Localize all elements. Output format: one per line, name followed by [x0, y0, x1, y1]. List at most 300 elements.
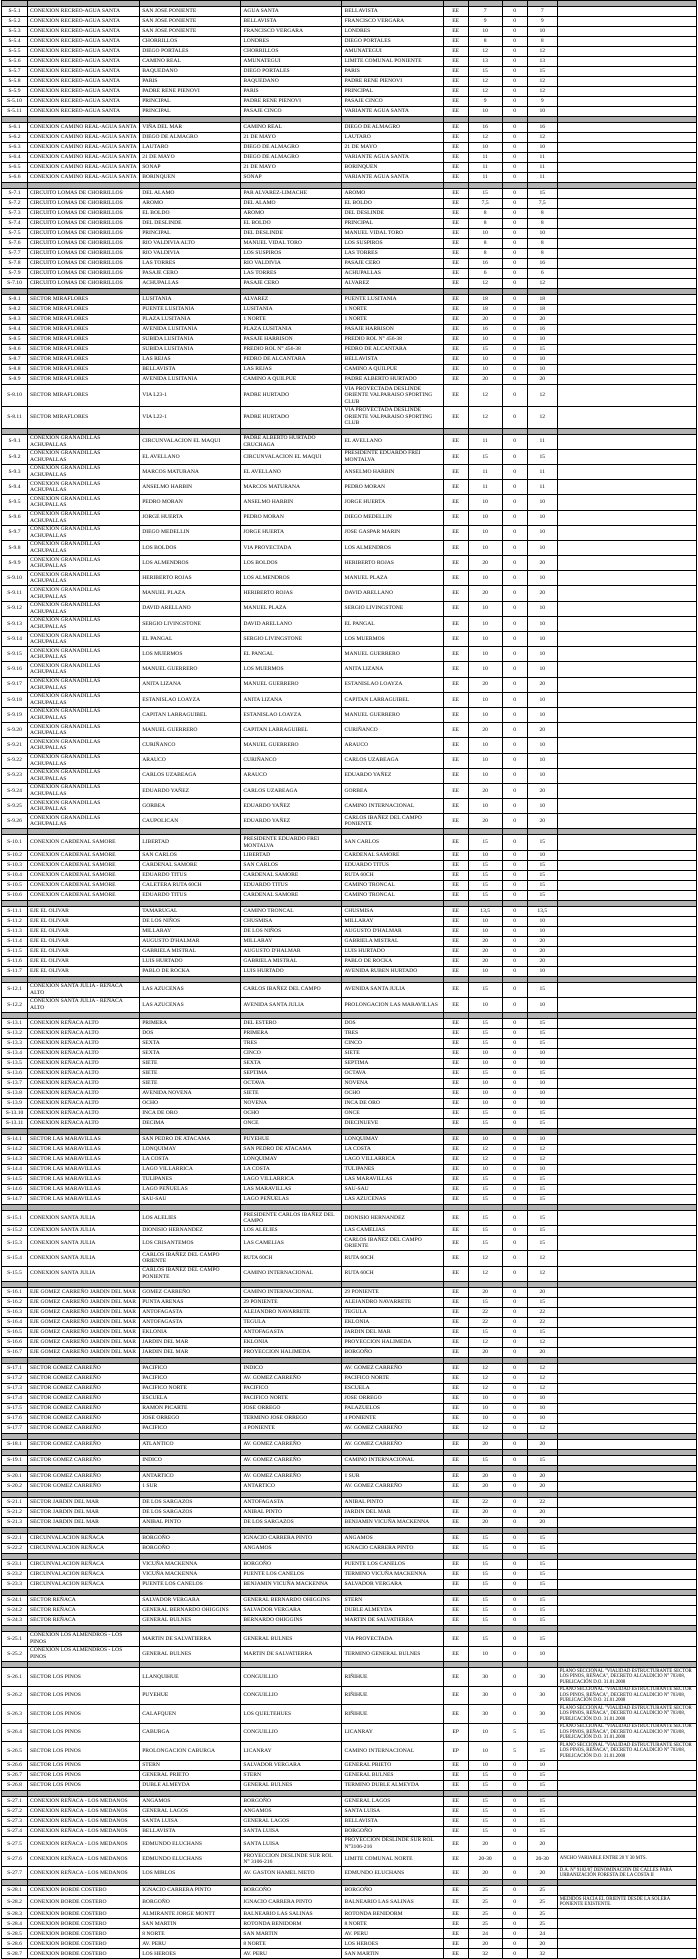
cell-type: EE — [443, 510, 468, 525]
cell-to: PREDIO ROL N° 456-38 — [342, 335, 443, 345]
cell-section: CIRCUITO LOMAS DE CHORRILLOS — [28, 199, 140, 209]
table-row — [2, 936, 697, 946]
cell-width-widening: 0 — [502, 677, 527, 692]
cell-id: S-28.7 — [2, 1949, 28, 1959]
cell-width-total: 15 — [527, 1533, 557, 1543]
cell-width-total: 20 — [527, 936, 557, 946]
cell-notes — [557, 1135, 696, 1145]
cell-width-existing: 15 — [468, 189, 502, 199]
cell-to: DIEGO DE ALMAGRO — [342, 123, 443, 133]
cell-id: S-6.3 — [2, 143, 28, 153]
cell-id: S-9.14 — [2, 632, 28, 647]
cell-notes — [557, 1297, 696, 1307]
cell-street: ESTANISLAO LOAYZA — [140, 692, 241, 707]
cell-to: 1 SUR — [342, 1471, 443, 1481]
cell-type: EE — [443, 1226, 468, 1236]
cell-notes — [557, 1039, 696, 1049]
cell-type: EE — [443, 153, 468, 163]
cell-notes — [557, 1826, 696, 1836]
cell-section: CONEXION BORDE COSTERO — [28, 1949, 140, 1959]
cell-id: S-7.4 — [2, 219, 28, 229]
cell-to: SALVADOR VERGARA — [342, 1579, 443, 1589]
cell-type: EE — [443, 1852, 468, 1867]
table-row — [2, 480, 697, 495]
cell-section: CONEXION GRANADILLAS ACHUPALLAS — [28, 449, 140, 464]
cell-width-existing: 10 — [468, 1742, 502, 1761]
cell-width-widening: 0 — [502, 799, 527, 814]
cell-notes — [557, 1145, 696, 1155]
cell-width-widening: 0 — [502, 67, 527, 77]
cell-notes — [557, 1949, 696, 1959]
cell-width-widening: 0 — [502, 768, 527, 783]
cell-width-widening: 0 — [502, 1949, 527, 1959]
cell-street: MARCOS MATURANA — [140, 464, 241, 479]
cell-type: EE — [443, 1236, 468, 1251]
cell-width-existing: 10 — [468, 616, 502, 631]
table-row — [2, 1049, 697, 1059]
table-row — [2, 860, 697, 870]
cell-to: IGNACIO CARRERA PINTO — [342, 1543, 443, 1553]
table-row — [2, 1705, 697, 1724]
cell-section: CONEXION CAMINO REAL-AGUA SANTA — [28, 153, 140, 163]
cell-section: EJE EL OLIVAR — [28, 926, 140, 936]
cell-type: EE — [443, 1175, 468, 1185]
table-row — [2, 123, 697, 133]
cell-street: DOS — [140, 1029, 241, 1039]
cell-id: S-11.3 — [2, 926, 28, 936]
cell-from: ANTOFAGASTA — [241, 1497, 342, 1507]
cell-width-total: 7 — [527, 7, 557, 17]
table-row — [2, 799, 697, 814]
cell-section: CONEXION BORDE COSTERO — [28, 1886, 140, 1896]
cell-to: ANSELMO HARBIN — [342, 464, 443, 479]
cell-id: S-9.11 — [2, 586, 28, 601]
cell-section: SECTOR MIRAFLORES — [28, 365, 140, 375]
table-row — [2, 1423, 697, 1433]
cell-section: CONEXION GRANADILLAS ACHUPALLAS — [28, 540, 140, 555]
cell-to: RUTA 60CH — [342, 1251, 443, 1266]
cell-id: S-9.12 — [2, 601, 28, 616]
cell-width-total: 16 — [527, 259, 557, 269]
cell-from: DE LOS SARGAZOS — [241, 1517, 342, 1527]
cell-from: PUENTE LOS CANELOS — [241, 1569, 342, 1579]
cell-section: EJE GOMEZ CARREÑO JARDIN DEL MAR — [28, 1337, 140, 1347]
table-row — [2, 738, 697, 753]
table-row — [2, 1403, 697, 1413]
cell-width-total: 15 — [527, 890, 557, 900]
cell-street: EL AVELLANO — [140, 449, 241, 464]
cell-section: SECTOR GOMEZ CARREÑO — [28, 1383, 140, 1393]
cell-type: EE — [443, 57, 468, 67]
cell-from: ALVAREZ — [241, 295, 342, 305]
cell-id: S-12.2 — [2, 997, 28, 1012]
cell-width-existing: 10 — [468, 571, 502, 586]
cell-width-existing: 10 — [468, 540, 502, 555]
cell-from: LONQUIMAY — [241, 1155, 342, 1165]
cell-notes — [557, 325, 696, 335]
cell-notes — [557, 1579, 696, 1589]
cell-width-widening: 0 — [502, 1236, 527, 1251]
cell-street: SAN JOSE PONIENTE — [140, 27, 241, 37]
cell-notes — [557, 1185, 696, 1195]
cell-width-existing: 15 — [468, 1236, 502, 1251]
cell-notes — [557, 295, 696, 305]
table-row — [2, 17, 697, 27]
table-row — [2, 906, 697, 916]
cell-id: S-13.8 — [2, 1089, 28, 1099]
cell-street: BORGOÑO — [140, 1896, 241, 1909]
cell-from: PASAJE HARRISON — [241, 335, 342, 345]
cell-to: RUTA 60CH — [342, 1266, 443, 1281]
cell-street: SALVADOR VERGARA — [140, 1595, 241, 1605]
cell-id: S-10.2 — [2, 850, 28, 860]
cell-width-existing: 12 — [468, 87, 502, 97]
table-row — [2, 1165, 697, 1175]
cell-section: CONEXION RECREO-AGUA SANTA — [28, 97, 140, 107]
cell-to: VARIANTE AGUA SANTA — [342, 107, 443, 117]
cell-street: GORBEA — [140, 799, 241, 814]
cell-id: S-26.5 — [2, 1742, 28, 1761]
cell-section: SECTOR REÑACA — [28, 1615, 140, 1625]
cell-from: LAS CAMELIAS — [241, 1236, 342, 1251]
cell-type: EE — [443, 571, 468, 586]
cell-from: PACIFICO — [241, 1383, 342, 1393]
cell-width-widening: 0 — [502, 1109, 527, 1119]
cell-type: EE — [443, 123, 468, 133]
cell-notes — [557, 249, 696, 259]
table-row — [2, 87, 697, 97]
cell-type: EE — [443, 259, 468, 269]
cell-section: CONEXION REÑACA ALTO — [28, 1029, 140, 1039]
cell-id: S-15.3 — [2, 1236, 28, 1251]
cell-width-widening: 0 — [502, 1569, 527, 1579]
cell-from: MILLARAY — [241, 936, 342, 946]
cell-width-existing: 10 — [468, 1646, 502, 1661]
cell-from: TRES — [241, 1039, 342, 1049]
cell-from: CAMINO INTERNACIONAL — [241, 1266, 342, 1281]
cell-from: DEL DESLINDE — [241, 229, 342, 239]
cell-id: S-7.2 — [2, 199, 28, 209]
cell-notes — [557, 143, 696, 153]
cell-id: S-13.3 — [2, 1039, 28, 1049]
cell-type: EE — [443, 916, 468, 926]
cell-to: JARDIN DEL MAR — [342, 1327, 443, 1337]
cell-width-total: 15 — [527, 1109, 557, 1119]
cell-notes — [557, 1886, 696, 1896]
cell-section: CONEXION REÑACA ALTO — [28, 1109, 140, 1119]
table-row — [2, 946, 697, 956]
cell-section: EJE GOMEZ CARREÑO JARDIN DEL MAR — [28, 1297, 140, 1307]
cell-id: S-9.23 — [2, 768, 28, 783]
cell-to: LAUTARO — [342, 133, 443, 143]
cell-street: LOS CRISANTEMOS — [140, 1236, 241, 1251]
cell-width-total: 25 — [527, 1909, 557, 1919]
cell-id: S-6.2 — [2, 133, 28, 143]
table-row — [2, 1317, 697, 1327]
cell-width-widening: 0 — [502, 1816, 527, 1826]
cell-width-total: 10 — [527, 1135, 557, 1145]
cell-width-widening: 0 — [502, 27, 527, 37]
cell-type: EE — [443, 906, 468, 916]
table-row — [2, 723, 697, 738]
cell-section: CONEXION GRANADILLAS ACHUPALLAS — [28, 753, 140, 768]
table-row — [2, 1497, 697, 1507]
cell-width-widening: 0 — [502, 1455, 527, 1465]
cell-width-widening: 0 — [502, 495, 527, 510]
cell-to: TEGULA — [342, 1307, 443, 1317]
cell-type: EE — [443, 1195, 468, 1205]
cell-from: CAMINO REAL — [241, 123, 342, 133]
cell-to: LIMITE COMUNAL PONIENTE — [342, 57, 443, 67]
cell-to: AV. GOMEZ CARREÑO — [342, 1423, 443, 1433]
cell-section: SECTOR GOMEZ CARREÑO — [28, 1471, 140, 1481]
cell-width-widening: 0 — [502, 7, 527, 17]
table-row — [2, 1109, 697, 1119]
cell-width-widening: 0 — [502, 464, 527, 479]
cell-type: EE — [443, 799, 468, 814]
cell-id: S-17.2 — [2, 1373, 28, 1383]
cell-type: EE — [443, 525, 468, 540]
cell-type: EE — [443, 1646, 468, 1661]
cell-to: SERGIO LIVINGSTONE — [342, 601, 443, 616]
cell-street: ANITA LIZANA — [140, 677, 241, 692]
cell-width-total: 8 — [527, 219, 557, 229]
cell-type: EE — [443, 1836, 468, 1851]
cell-from: SAN MARTIN — [241, 1929, 342, 1939]
cell-width-widening: 0 — [502, 997, 527, 1012]
cell-width-widening: 0 — [502, 1939, 527, 1949]
cell-from: MANUEL PLAZA — [241, 601, 342, 616]
cell-street: PEDRO MORAN — [140, 495, 241, 510]
cell-notes — [557, 1029, 696, 1039]
cell-width-total: 10 — [527, 1413, 557, 1423]
cell-type: EE — [443, 1403, 468, 1413]
cell-notes — [557, 1646, 696, 1661]
cell-to: LICANRAY — [342, 1723, 443, 1742]
cell-to: EKLONIA — [342, 1317, 443, 1327]
cell-width-widening: 5 — [502, 1742, 527, 1761]
cell-to: TERMINO GENERAL BULNES — [342, 1646, 443, 1661]
cell-notes — [557, 87, 696, 97]
cell-width-existing: 10 — [468, 107, 502, 117]
cell-id: S-27.6 — [2, 1852, 28, 1867]
cell-width-widening: 0 — [502, 1266, 527, 1281]
cell-section: CONEXION RECREO-AGUA SANTA — [28, 67, 140, 77]
table-row — [2, 1089, 697, 1099]
table-row — [2, 464, 697, 479]
cell-to: CARLOS UZABEAGA — [342, 753, 443, 768]
cell-street: PRINCIPAL — [140, 229, 241, 239]
cell-id: S-16.1 — [2, 1287, 28, 1297]
cell-from: GENERAL BULNES — [241, 1631, 342, 1646]
table-row — [2, 199, 697, 209]
cell-type: EE — [443, 1155, 468, 1165]
cell-type: EE — [443, 67, 468, 77]
cell-width-total: 10 — [527, 647, 557, 662]
cell-width-total: 20 — [527, 1471, 557, 1481]
cell-width-total: 15 — [527, 1175, 557, 1185]
table-row — [2, 966, 697, 976]
cell-width-existing: 10 — [468, 525, 502, 540]
cell-street: SONAP — [140, 163, 241, 173]
cell-street: LIBERTAD — [140, 835, 241, 850]
cell-type: EE — [443, 1337, 468, 1347]
cell-section: CONEXION CARDENAL SAMORE — [28, 890, 140, 900]
cell-section: EJE EL OLIVAR — [28, 956, 140, 966]
cell-notes — [557, 1615, 696, 1625]
table-row — [2, 229, 697, 239]
cell-from: DEL ALAMO — [241, 199, 342, 209]
cell-width-widening: 0 — [502, 1559, 527, 1569]
table-row — [2, 269, 697, 279]
cell-notes — [557, 768, 696, 783]
cell-type: EE — [443, 1165, 468, 1175]
cell-width-widening: 0 — [502, 1383, 527, 1393]
cell-from: NOVENA — [241, 1099, 342, 1109]
cell-to: EDMUNDO ELUCHANS — [342, 1867, 443, 1880]
cell-to: DEL DESLINDE — [342, 209, 443, 219]
cell-type: EE — [443, 890, 468, 900]
cell-notes — [557, 1796, 696, 1806]
cell-section: CONEXION REÑACA - LOS MEDANOS — [28, 1836, 140, 1851]
cell-width-existing: 15 — [468, 1543, 502, 1553]
cell-from: PADRE HURTADO — [241, 385, 342, 407]
cell-width-widening: 0 — [502, 525, 527, 540]
cell-to: LAS MARAVILLAS — [342, 1175, 443, 1185]
cell-width-total: 10 — [527, 229, 557, 239]
cell-from: SIETE — [241, 1089, 342, 1099]
cell-width-total: 10 — [527, 335, 557, 345]
cell-street: CARLOS UZABEAGA — [140, 768, 241, 783]
cell-street: LOS ALMENDROS — [140, 556, 241, 571]
cell-to: ANIBAL PINTO — [342, 1497, 443, 1507]
cell-section: CONEXION CAMINO REAL-AGUA SANTA — [28, 123, 140, 133]
cell-section: CONEXION RECREO-AGUA SANTA — [28, 77, 140, 87]
cell-width-total: 20 — [527, 1481, 557, 1491]
cell-width-existing: 30 — [468, 1705, 502, 1724]
cell-id: S-12.1 — [2, 982, 28, 997]
cell-from: BENJAMIN VICUÑA MACKENNA — [241, 1579, 342, 1589]
cell-section: CIRCUITO LOMAS DE CHORRILLOS — [28, 279, 140, 289]
cell-from: PADRE HURTADO — [241, 406, 342, 428]
cell-id: S-15.5 — [2, 1266, 28, 1281]
cell-width-existing: 20 — [468, 1481, 502, 1491]
cell-notes — [557, 601, 696, 616]
table-row — [2, 449, 697, 464]
cell-width-total: 10 — [527, 753, 557, 768]
cell-from: ANSELMO HARBIN — [241, 495, 342, 510]
table-row — [2, 1569, 697, 1579]
cell-to: 21 DE MAYO — [342, 143, 443, 153]
cell-from: EDUARDO TITUS — [241, 880, 342, 890]
cell-width-total: 9 — [527, 17, 557, 27]
cell-notes — [557, 1099, 696, 1109]
cell-from: LOS ALMENDROS — [241, 571, 342, 586]
cell-from: EL BOLDO — [241, 219, 342, 229]
cell-width-total: 10 — [527, 707, 557, 722]
cell-width-total: 15 — [527, 1723, 557, 1742]
cell-notes — [557, 692, 696, 707]
cell-id: S-23.1 — [2, 1559, 28, 1569]
cell-width-widening: 0 — [502, 1327, 527, 1337]
cell-type: EE — [443, 1796, 468, 1806]
road-segments-table — [1, 0, 697, 1959]
cell-width-total: 15 — [527, 1605, 557, 1615]
table-row — [2, 1646, 697, 1661]
cell-id: S-16.7 — [2, 1347, 28, 1357]
cell-type: EE — [443, 1079, 468, 1089]
cell-type: EE — [443, 189, 468, 199]
cell-from: OCTAVA — [241, 1079, 342, 1089]
cell-from: PROYECCION HALIMEDA — [241, 1347, 342, 1357]
cell-width-widening: 0 — [502, 540, 527, 555]
cell-section: SECTOR LOS PINOS — [28, 1760, 140, 1770]
cell-from: SALVADOR VERGARA — [241, 1605, 342, 1615]
table-row — [2, 1373, 697, 1383]
cell-width-existing: 10 — [468, 753, 502, 768]
cell-section: CONEXION GRANADILLAS ACHUPALLAS — [28, 556, 140, 571]
cell-width-widening: 0 — [502, 753, 527, 768]
cell-width-existing: 15 — [468, 1826, 502, 1836]
cell-width-widening: 0 — [502, 406, 527, 428]
cell-to: JARDIN DEL MAR — [342, 1507, 443, 1517]
cell-to: CAPITAN LARRAGUIBEL — [342, 692, 443, 707]
cell-street: LAS AZUCENAS — [140, 982, 241, 997]
cell-type: EE — [443, 1373, 468, 1383]
cell-width-existing: 15 — [468, 1211, 502, 1226]
cell-street: VIA L23-1 — [140, 385, 241, 407]
cell-street: CABURGA — [140, 1723, 241, 1742]
cell-section: SECTOR GOMEZ CARREÑO — [28, 1439, 140, 1449]
cell-width-existing: 10 — [468, 1413, 502, 1423]
cell-width-total: 11 — [527, 480, 557, 495]
cell-width-widening: 0 — [502, 1363, 527, 1373]
cell-type: EE — [443, 1019, 468, 1029]
cell-street: LOS MIRLOS — [140, 1867, 241, 1880]
cell-from: SALVADOR VERGARA — [241, 1760, 342, 1770]
cell-street: AUGUSTO D'HALMAR — [140, 936, 241, 946]
cell-section: SECTOR MIRAFLORES — [28, 355, 140, 365]
table-row — [2, 1337, 697, 1347]
cell-to: PROYECCION DESLINDE SUR ROL N°3106-216 — [342, 1836, 443, 1851]
cell-type: EE — [443, 279, 468, 289]
cell-width-total: 20 — [527, 1347, 557, 1357]
cell-id: S-13.1 — [2, 1019, 28, 1029]
cell-width-widening: 0 — [502, 1886, 527, 1896]
cell-width-widening: 0 — [502, 1836, 527, 1851]
cell-width-widening: 0 — [502, 209, 527, 219]
cell-notes — [557, 982, 696, 997]
table-row — [2, 325, 697, 335]
cell-notes — [557, 1816, 696, 1826]
cell-width-widening: 0 — [502, 229, 527, 239]
cell-street: GENERAL BULNES — [140, 1615, 241, 1625]
cell-width-existing: 12 — [468, 406, 502, 428]
cell-notes: PLANO SECCIONAL "VIALIDAD ESTRUCTURANTE SECTOR LOS PINOS, REÑACA", DECRETO ALCALDICIO N° 703/08, PUBLICACIÓN D.O. 31.01.2008 — [557, 1668, 696, 1687]
cell-from: CURIÑANCO — [241, 753, 342, 768]
cell-to: DIEGO PORTALES — [342, 37, 443, 47]
cell-notes — [557, 1317, 696, 1327]
cell-section: CONEXION BORDE COSTERO — [28, 1939, 140, 1949]
cell-to: SIETE — [342, 1049, 443, 1059]
cell-notes — [557, 47, 696, 57]
cell-id: S-14.2 — [2, 1145, 28, 1155]
cell-notes — [557, 997, 696, 1012]
cell-type: EE — [443, 1867, 468, 1880]
cell-id: S-13.11 — [2, 1119, 28, 1129]
cell-to: EL AVELLANO — [342, 434, 443, 449]
cell-type: EE — [443, 1059, 468, 1069]
